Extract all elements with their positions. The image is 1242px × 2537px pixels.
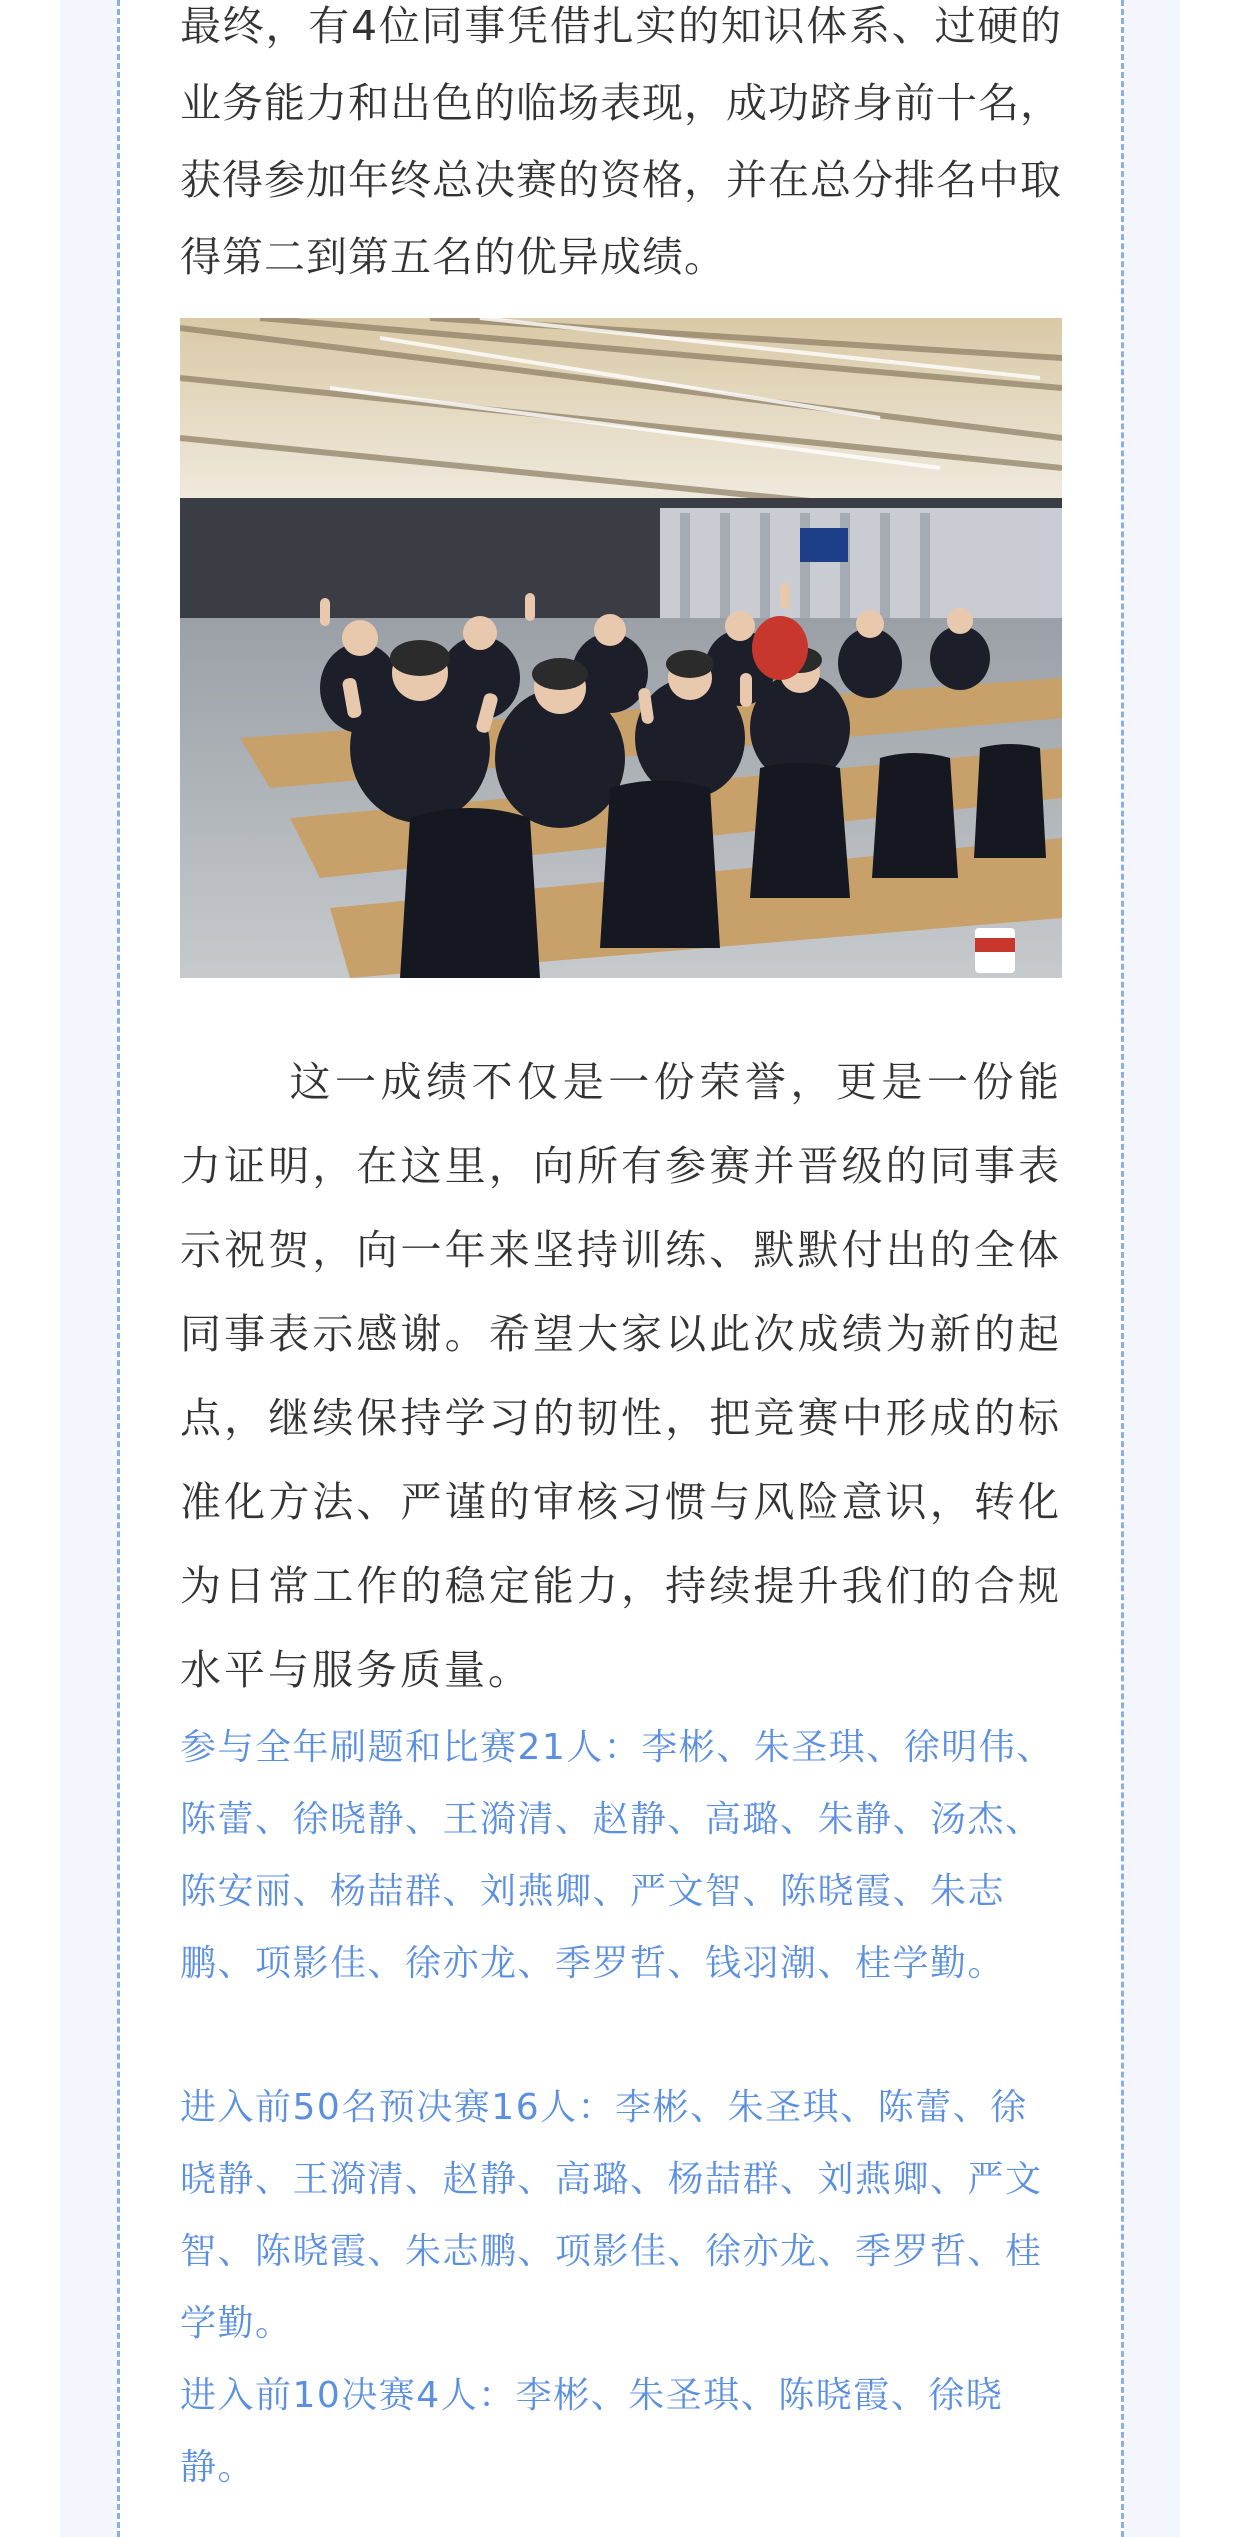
top50-list: 进入前50名预决赛16人：李彬、朱圣琪、陈蕾、徐晓静、王漪清、赵静、高璐、杨喆群、刘燕卿、严文智、陈晓霞、朱志鹏、项影佳、徐亦龙、季罗哲、桂学勤。 xyxy=(180,2087,1043,2344)
participants-list: 参与全年刷题和比赛21人：李彬、朱圣琪、徐明伟、陈蕾、徐晓静、王漪清、赵静、高璐、朱静、汤杰、陈安丽、杨喆群、刘燕卿、严文智、陈晓霞、朱志鹏、项影佳、徐亦龙、季罗哲、钱羽潮、桂学勤。 xyxy=(180,1727,1054,1984)
intro-paragraph: 最终，有4位同事凭借扎实的知识体系、过硬的业务能力和出色的临场表现，成功跻身前十名，获得参加年终总决赛的资格，并在总分排名中取得第二到第五名的优异成绩。 xyxy=(180,2,1062,281)
top10-list: 进入前10决赛4人：李彬、朱圣琪、陈晓霞、徐晓静。 xyxy=(180,2375,1004,2488)
group-photo-icon xyxy=(180,318,1062,978)
group-photo[interactable] xyxy=(180,318,1062,978)
main-paragraph-text: 这一成绩不仅是一份荣誉，更是一份能力证明，在这里，向所有参赛并晋级的同事表示祝贺，向一年来坚持训练、默默付出的全体同事表示感谢。希望大家以此次成绩为新的起点，继续保持学习的韧性，把竞赛中形成的标准化方法、严谨的审核习惯与风险意识，转化为日常工作的稳定能力，持续提升我们的合规水平与服务质量。 xyxy=(180,1058,1062,1694)
main-paragraph xyxy=(180,1040,1062,1712)
